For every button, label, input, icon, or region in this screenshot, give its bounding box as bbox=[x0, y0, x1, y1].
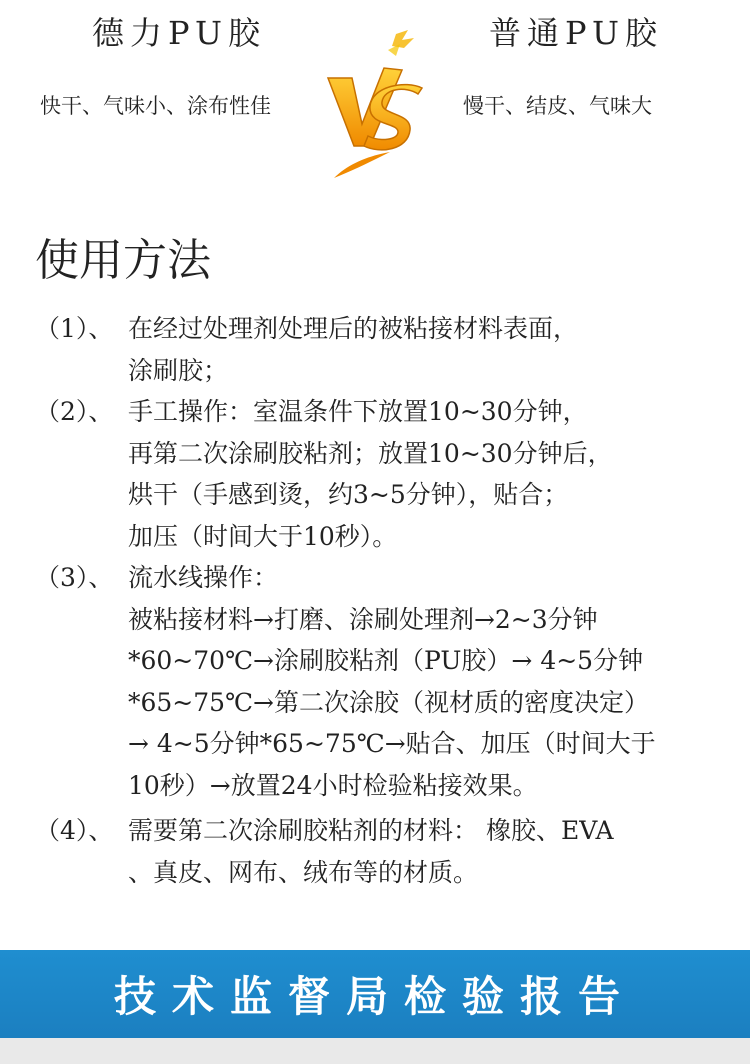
v-letter-icon bbox=[328, 68, 402, 146]
step-number: （4）、 bbox=[35, 816, 114, 845]
step-line: 、真皮、网布、绒布等的材质。 bbox=[128, 857, 479, 887]
right-product-features: 慢干、结皮、气味大 bbox=[463, 94, 652, 118]
step-2 bbox=[35, 391, 735, 557]
step-line: 加压（时间大于10秒）。 bbox=[128, 521, 398, 551]
section-title: 使用方法 bbox=[35, 235, 211, 286]
step-text: 流水线操作： bbox=[128, 563, 279, 592]
step-line: 10秒）→放置24小时检验粘接效果。 bbox=[128, 770, 538, 800]
step-number: （3）、 bbox=[35, 563, 114, 592]
swoosh-icon bbox=[334, 152, 390, 178]
step-line: 烘干（手感到烫，约3~5分钟），贴合； bbox=[128, 480, 569, 509]
step-3 bbox=[35, 557, 735, 806]
banner-title: 技术监督局检验报告 bbox=[113, 972, 636, 1021]
step-4 bbox=[35, 810, 735, 893]
s-letter-icon bbox=[364, 85, 422, 150]
step-line: *65~75℃→第二次涂胶（视材质的密度决定） bbox=[128, 687, 649, 717]
flame-spark-icon bbox=[392, 30, 414, 48]
step-line bbox=[35, 391, 735, 433]
step-1 bbox=[35, 308, 735, 391]
step-text: 手工操作：室温条件下放置10~30分钟， bbox=[128, 397, 588, 426]
step-line: → 4~5分钟*65~75℃→贴合、加压（时间大于 bbox=[128, 729, 656, 758]
step-text: 需要第二次涂刷胶粘剂的材料： 橡胶、EVA bbox=[128, 816, 614, 845]
step-line: 被粘接材料→打磨、涂刷处理剂→2~3分钟 bbox=[128, 604, 598, 634]
step-number: （1）、 bbox=[35, 314, 114, 343]
section-banner bbox=[0, 950, 750, 1038]
step-number: （2）、 bbox=[35, 397, 114, 426]
bottom-strip bbox=[0, 1038, 750, 1064]
step-line: 涂刷胶； bbox=[128, 355, 229, 385]
left-product-title: 德力PU胶 bbox=[92, 14, 266, 52]
step-line bbox=[35, 557, 735, 599]
step-line bbox=[35, 308, 735, 350]
left-product-features: 快干、气味小、涂布性佳 bbox=[40, 94, 271, 118]
vs-logo bbox=[318, 28, 428, 180]
step-line: *60~70℃→涂刷胶粘剂（PU胶）→ 4~5分钟 bbox=[128, 646, 644, 675]
right-product-title: 普通PU胶 bbox=[489, 14, 663, 52]
step-text: 在经过处理剂处理后的被粘接材料表面， bbox=[128, 314, 579, 343]
step-line bbox=[35, 810, 735, 852]
step-line: 再第二次涂刷胶粘剂；放置10~30分钟后， bbox=[128, 438, 613, 468]
